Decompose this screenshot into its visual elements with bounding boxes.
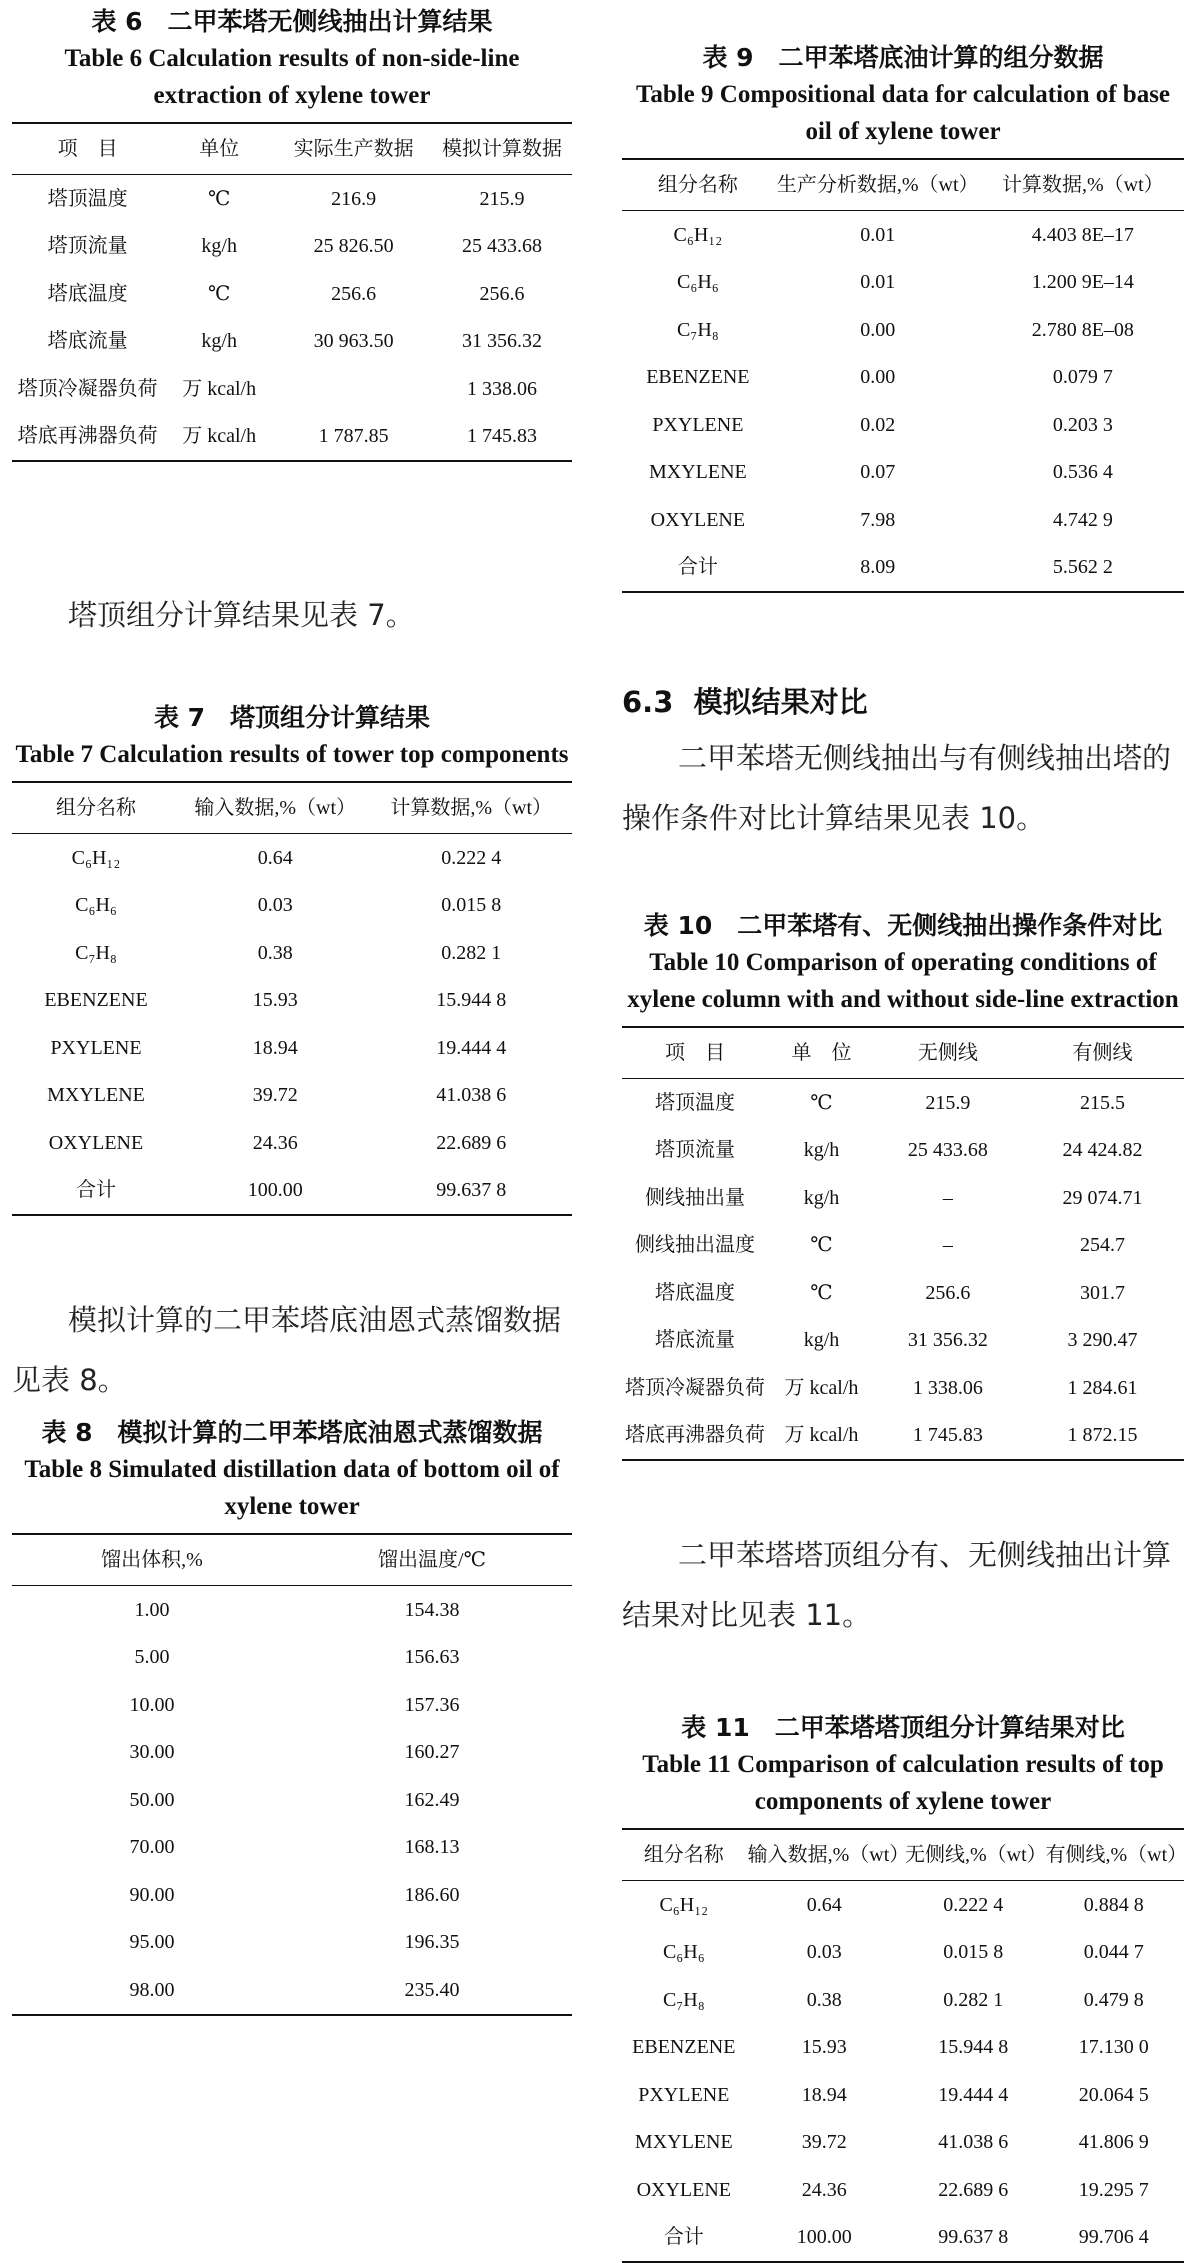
table-cell: 15.93 xyxy=(801,2036,847,2059)
column-header: 输入数据,%（wt） xyxy=(746,1829,903,1881)
table-cell: 39.72 xyxy=(252,1084,298,1107)
table-cell: 95.00 xyxy=(129,1931,175,1954)
table-cell: 31 356.32 xyxy=(907,1329,988,1352)
table-cell: 215.9 xyxy=(479,187,525,210)
table-cell: 98.00 xyxy=(129,1978,175,2001)
table-cell: 0.38 xyxy=(806,1988,842,2011)
table-row xyxy=(622,449,1184,497)
table-cell: kg/h xyxy=(803,1186,840,1209)
table-cell: 22.689 6 xyxy=(436,1131,507,1154)
table-row xyxy=(622,2166,1184,2214)
table-cell: 0.536 4 xyxy=(1052,461,1113,484)
table-row xyxy=(12,929,572,977)
table-cell: EBENZENE xyxy=(44,989,148,1012)
column-header: 无侧线,%（wt） xyxy=(903,1829,1044,1881)
table-row xyxy=(12,1871,572,1919)
table-cell: 1 787.85 xyxy=(318,425,389,448)
table-row xyxy=(622,1881,1184,1929)
table-cell: ℃ xyxy=(810,1091,833,1114)
table11-caption-cn: 表 11 二甲苯塔塔顶组分计算结果对比 xyxy=(681,1713,1125,1742)
table-row xyxy=(12,1586,572,1634)
paragraph-table7-ref: 塔顶组分计算结果见表 7。 xyxy=(68,598,415,632)
table-cell: kg/h xyxy=(803,1329,840,1352)
table-cell: 万 kcal/h xyxy=(182,377,257,400)
table-row xyxy=(12,977,572,1025)
table-cell: 0.282 1 xyxy=(943,1988,1004,2011)
table-cell: 3 290.47 xyxy=(1067,1329,1138,1352)
table-cell: 154.38 xyxy=(404,1598,460,1621)
table-cell: 0.03 xyxy=(257,894,293,917)
table6-caption-en: Table 6 Calculation results of non-side-line extraction of xylene tower xyxy=(64,45,520,109)
table-cell: 塔底温度 xyxy=(655,1281,736,1304)
table-cell: 30 963.50 xyxy=(313,330,394,353)
column-header: 有侧线 xyxy=(1021,1027,1184,1079)
table-cell: 0.079 7 xyxy=(1052,366,1113,389)
table-cell: 24.36 xyxy=(252,1131,298,1154)
column-header: 输入数据,%（wt） xyxy=(180,782,370,834)
table-cell: 99.637 8 xyxy=(436,1179,507,1202)
table-cell: 0.222 4 xyxy=(943,1893,1004,1916)
table11 xyxy=(622,1828,1188,2263)
table6 xyxy=(12,122,572,462)
table-cell: kg/h xyxy=(803,1139,840,1162)
table-cell: 19.295 7 xyxy=(1078,2178,1149,2201)
table-row xyxy=(12,1776,572,1824)
table-row xyxy=(622,2214,1184,2263)
table-cell: 1.200 9E–14 xyxy=(1031,271,1134,294)
table-cell: C₇H₈ xyxy=(75,941,117,964)
table-cell: 塔底流量 xyxy=(655,1329,736,1352)
column-header: 生产分析数据,%（wt） xyxy=(774,159,982,211)
table8-caption-en: Table 8 Simulated distillation data of bottom oil of xylene tower xyxy=(24,1456,560,1520)
table-cell: 0.38 xyxy=(257,941,293,964)
column-header: 计算数据,%（wt） xyxy=(982,159,1184,211)
table-cell: 216.9 xyxy=(331,187,377,210)
table-row xyxy=(12,1634,572,1682)
table-row xyxy=(622,401,1184,449)
table-row xyxy=(622,354,1184,402)
column-header: 馏出温度/℃ xyxy=(292,1534,572,1586)
table-row xyxy=(622,2071,1184,2119)
column-header: 模拟计算数据 xyxy=(432,123,572,175)
table-cell: 100.00 xyxy=(247,1179,303,1202)
table-cell: 0.222 4 xyxy=(441,846,502,869)
table7-caption-cn: 表 7 塔顶组分计算结果 xyxy=(153,703,431,732)
table-cell: ℃ xyxy=(208,187,231,210)
table9-caption-cn: 表 9 二甲苯塔底油计算的组分数据 xyxy=(702,43,1104,72)
table-cell: 塔顶温度 xyxy=(47,187,128,210)
paragraph-table10-ref: 二甲苯塔无侧线抽出与有侧线抽出塔的操作条件对比计算结果见表 10。 xyxy=(622,741,1172,835)
table-cell: MXYLENE xyxy=(634,2131,733,2154)
table-cell: 41.038 6 xyxy=(938,2131,1009,2154)
table-cell: ℃ xyxy=(208,282,231,305)
column-header: 组分名称 xyxy=(622,159,774,211)
table-cell: ℃ xyxy=(810,1281,833,1304)
column-header: 计算数据,%（wt） xyxy=(370,782,572,834)
table-cell: 4.742 9 xyxy=(1052,508,1113,531)
table-header-row xyxy=(12,123,572,175)
table-row xyxy=(12,270,572,318)
column-header: 单位 xyxy=(163,123,275,175)
table8-caption-cn: 表 8 模拟计算的二甲苯塔底油恩式蒸馏数据 xyxy=(41,1418,543,1447)
table-cell: 1 338.06 xyxy=(466,377,537,400)
table-cell: 0.64 xyxy=(806,1893,842,1916)
table-cell: 万 kcal/h xyxy=(784,1376,859,1399)
table-cell: C₆H₆ xyxy=(662,1941,705,1964)
table-cell: 5.00 xyxy=(134,1646,170,1669)
table-row xyxy=(622,211,1184,259)
table-cell: OXYLENE xyxy=(636,2178,732,2201)
table-cell: 15.944 8 xyxy=(436,989,507,1012)
table-cell: 19.444 4 xyxy=(938,2083,1009,2106)
table-row xyxy=(622,1174,1184,1222)
table6-block xyxy=(12,4,572,462)
table-header-row xyxy=(12,782,572,834)
column-header: 项 目 xyxy=(622,1027,768,1079)
table-row xyxy=(12,1966,572,2015)
table-row xyxy=(622,259,1184,307)
table-cell: 25 433.68 xyxy=(907,1139,988,1162)
table-header-row xyxy=(622,1027,1184,1079)
table-row xyxy=(622,2119,1184,2167)
table-row xyxy=(622,306,1184,354)
table-cell: 1 338.06 xyxy=(912,1376,983,1399)
table-cell: 24.36 xyxy=(801,2178,847,2201)
table-cell: kg/h xyxy=(201,235,237,258)
table-cell: PXYLENE xyxy=(50,1036,142,1059)
table-row xyxy=(622,1222,1184,1270)
column-header: 实际生产数据 xyxy=(275,123,432,175)
table-cell: 塔底再沸器负荷 xyxy=(625,1424,766,1447)
table10-block xyxy=(622,908,1184,1461)
table-cell: 31 356.32 xyxy=(461,330,542,353)
table-row xyxy=(622,1929,1184,1977)
table-cell: C₆H₁₂ xyxy=(659,1893,709,1916)
table-cell: 99.706 4 xyxy=(1078,2226,1149,2249)
column-header: 无侧线 xyxy=(875,1027,1021,1079)
table-cell: 0.03 xyxy=(806,1941,842,1964)
table-row xyxy=(12,1919,572,1967)
column-header: 有侧线,%（wt） xyxy=(1043,1829,1184,1881)
table-row xyxy=(622,1079,1184,1127)
table-cell: 合计 xyxy=(663,2226,704,2249)
table-cell: 1 284.61 xyxy=(1067,1376,1138,1399)
table-cell: 8.09 xyxy=(860,556,896,579)
paragraph-table11-ref: 二甲苯塔塔顶组分有、无侧线抽出计算结果对比见表 11。 xyxy=(622,1538,1172,1632)
table-cell: 156.63 xyxy=(404,1646,460,1669)
table-row xyxy=(622,1317,1184,1365)
table-cell: 157.36 xyxy=(404,1693,460,1716)
table-cell: 256.6 xyxy=(925,1281,971,1304)
table-cell: 2.780 8E–08 xyxy=(1031,318,1134,341)
table-cell: 侧线抽出温度 xyxy=(635,1234,756,1257)
table-cell: 70.00 xyxy=(129,1836,175,1859)
table-cell: C₇H₈ xyxy=(677,318,719,341)
table-cell: ℃ xyxy=(810,1234,833,1257)
table-cell: C₆H₆ xyxy=(75,894,117,917)
table-cell: 19.444 4 xyxy=(436,1036,507,1059)
table-cell: – xyxy=(942,1234,953,1257)
table-header-row xyxy=(622,159,1184,211)
table11-caption-en: Table 11 Comparison of calculation results of top components of xylene tower xyxy=(642,1751,1164,1815)
table-row xyxy=(622,1412,1184,1461)
table-cell: 254.7 xyxy=(1079,1234,1125,1257)
table-cell: MXYLENE xyxy=(648,461,747,484)
table-cell: 4.403 8E–17 xyxy=(1031,223,1134,246)
table-cell: OXYLENE xyxy=(650,508,746,531)
table-cell: 0.07 xyxy=(860,461,896,484)
table-cell: 0.479 8 xyxy=(1083,1988,1144,2011)
table10-caption-cn: 表 10 二甲苯塔有、无侧线抽出操作条件对比 xyxy=(643,911,1163,940)
column-header: 馏出体积,% xyxy=(12,1534,292,1586)
table8-block xyxy=(12,1415,572,2016)
table-row xyxy=(622,544,1184,593)
table-cell: 1.00 xyxy=(134,1598,170,1621)
table-row xyxy=(12,1729,572,1777)
table-cell: C₆H₆ xyxy=(677,271,719,294)
table-cell: EBENZENE xyxy=(632,2036,736,2059)
table-cell: 50.00 xyxy=(129,1788,175,1811)
table-cell: 99.637 8 xyxy=(938,2226,1009,2249)
table-cell: 0.64 xyxy=(257,846,293,869)
table-cell: 1 745.83 xyxy=(466,425,537,448)
table-row xyxy=(622,1269,1184,1317)
table-cell: 25 826.50 xyxy=(313,235,394,258)
table-row xyxy=(12,365,572,413)
table-cell: 17.130 0 xyxy=(1078,2036,1149,2059)
table-cell: 10.00 xyxy=(129,1693,175,1716)
table-row xyxy=(12,223,572,271)
table-row xyxy=(12,1072,572,1120)
table-cell: 41.806 9 xyxy=(1078,2131,1149,2154)
table7-caption-en: Table 7 Calculation results of tower top components xyxy=(15,741,569,768)
table9-block xyxy=(622,40,1184,593)
table-row xyxy=(12,1824,572,1872)
table-cell: 100.00 xyxy=(796,2226,852,2249)
table-cell: 0.015 8 xyxy=(441,894,502,917)
table-cell: 塔顶冷凝器负荷 xyxy=(17,377,158,400)
table-cell: 30.00 xyxy=(129,1741,175,1764)
table-cell: C₆H₁₂ xyxy=(71,846,121,869)
table-row xyxy=(12,318,572,366)
table-cell: 162.49 xyxy=(404,1788,460,1811)
paragraph-table8-ref: 模拟计算的二甲苯塔底油恩式蒸馏数据见表 8。 xyxy=(12,1303,562,1397)
table-cell: 186.60 xyxy=(404,1883,460,1906)
column-header: 项 目 xyxy=(12,123,163,175)
table-cell: 0.884 8 xyxy=(1083,1893,1144,1916)
table7-block xyxy=(12,700,572,1216)
table-cell: 20.064 5 xyxy=(1078,2083,1149,2106)
table-cell: 15.944 8 xyxy=(938,2036,1009,2059)
table-cell: 196.35 xyxy=(404,1931,460,1954)
table-cell: 塔顶流量 xyxy=(47,235,128,258)
table-row xyxy=(12,175,572,223)
table-cell: 塔顶冷凝器负荷 xyxy=(625,1376,766,1399)
table-row xyxy=(12,1681,572,1729)
table-header-row xyxy=(622,1829,1184,1881)
table-cell: 1 872.15 xyxy=(1067,1424,1138,1447)
table-cell: OXYLENE xyxy=(48,1131,144,1154)
table-cell: C₆H₁₂ xyxy=(673,223,723,246)
table-cell: 塔顶流量 xyxy=(655,1139,736,1162)
table-row xyxy=(12,1024,572,1072)
table11-block xyxy=(622,1710,1188,2263)
table-cell: 168.13 xyxy=(404,1836,460,1859)
table-cell: 256.6 xyxy=(331,282,377,305)
table-cell: 塔底流量 xyxy=(47,330,128,353)
table-cell: 215.9 xyxy=(925,1091,971,1114)
column-header: 单 位 xyxy=(768,1027,875,1079)
table-row xyxy=(12,1167,572,1216)
table-cell xyxy=(275,365,432,413)
table-cell: 301.7 xyxy=(1079,1281,1125,1304)
table-cell: kg/h xyxy=(201,330,237,353)
column-header: 组分名称 xyxy=(622,1829,746,1881)
table-row xyxy=(12,834,572,882)
table-cell: 0.203 3 xyxy=(1052,413,1113,436)
table-row xyxy=(12,882,572,930)
table-cell: PXYLENE xyxy=(638,2083,730,2106)
table-cell: 塔底再沸器负荷 xyxy=(17,425,158,448)
table-cell: 0.01 xyxy=(860,271,896,294)
table-cell: PXYLENE xyxy=(652,413,744,436)
table-cell: 215.5 xyxy=(1079,1091,1125,1114)
table-cell: 90.00 xyxy=(129,1883,175,1906)
table-cell: 0.015 8 xyxy=(943,1941,1004,1964)
table6-caption-cn: 表 6 二甲苯塔无侧线抽出计算结果 xyxy=(91,7,493,36)
table-cell: 7.98 xyxy=(860,508,896,531)
table-cell: 1 745.83 xyxy=(912,1424,983,1447)
table-cell: 万 kcal/h xyxy=(182,425,257,448)
section-number: 6.3 xyxy=(622,685,674,719)
table-cell: 15.93 xyxy=(252,989,298,1012)
table-cell: 18.94 xyxy=(252,1036,298,1059)
table9-caption-en: Table 9 Compositional data for calculation of base oil of xylene tower xyxy=(635,81,1171,145)
table-cell: 22.689 6 xyxy=(938,2178,1009,2201)
table-cell: 0.02 xyxy=(860,413,896,436)
table10-caption-en: Table 10 Comparison of operating conditions of xylene column with and without side-line extraction xyxy=(627,949,1179,1013)
table-cell: 41.038 6 xyxy=(436,1084,507,1107)
table-row xyxy=(622,2024,1184,2072)
table-cell: 0.044 7 xyxy=(1083,1941,1144,1964)
table-cell: 万 kcal/h xyxy=(784,1424,859,1447)
table-cell: 24 424.82 xyxy=(1062,1139,1143,1162)
table-row xyxy=(622,1976,1184,2024)
table-row xyxy=(622,1364,1184,1412)
table-cell: 18.94 xyxy=(801,2083,847,2106)
table-cell: 0.00 xyxy=(860,318,896,341)
table-cell: 29 074.71 xyxy=(1062,1186,1143,1209)
table-header-row xyxy=(12,1534,572,1586)
table8 xyxy=(12,1533,572,2016)
table-cell: 合计 xyxy=(76,1179,116,1202)
section-heading xyxy=(622,680,868,721)
table-cell: 256.6 xyxy=(479,282,525,305)
table-cell: – xyxy=(942,1186,953,1209)
table-cell: 侧线抽出量 xyxy=(645,1186,746,1209)
table-row xyxy=(12,1119,572,1167)
table-cell: EBENZENE xyxy=(646,366,750,389)
table-cell: 合计 xyxy=(677,556,718,579)
table-cell: 塔底温度 xyxy=(47,282,128,305)
table-cell: 5.562 2 xyxy=(1052,556,1113,579)
table10 xyxy=(622,1026,1184,1461)
table-cell: 0.282 1 xyxy=(441,941,502,964)
table-cell: 39.72 xyxy=(801,2131,847,2154)
table-row xyxy=(622,496,1184,544)
section-title: 模拟结果对比 xyxy=(693,685,868,719)
table-cell: 160.27 xyxy=(404,1741,460,1764)
table-cell: 235.40 xyxy=(404,1978,460,2001)
table-cell: 0.01 xyxy=(860,223,896,246)
table-cell: 0.00 xyxy=(860,366,896,389)
table-cell: 25 433.68 xyxy=(461,235,542,258)
table-cell: C₇H₈ xyxy=(662,1988,705,2011)
table7 xyxy=(12,781,572,1216)
table-cell: MXYLENE xyxy=(47,1084,145,1107)
table-row xyxy=(622,1127,1184,1175)
table9 xyxy=(622,158,1184,593)
column-header: 组分名称 xyxy=(12,782,180,834)
table-cell: 塔顶温度 xyxy=(655,1091,736,1114)
table-row xyxy=(12,413,572,462)
